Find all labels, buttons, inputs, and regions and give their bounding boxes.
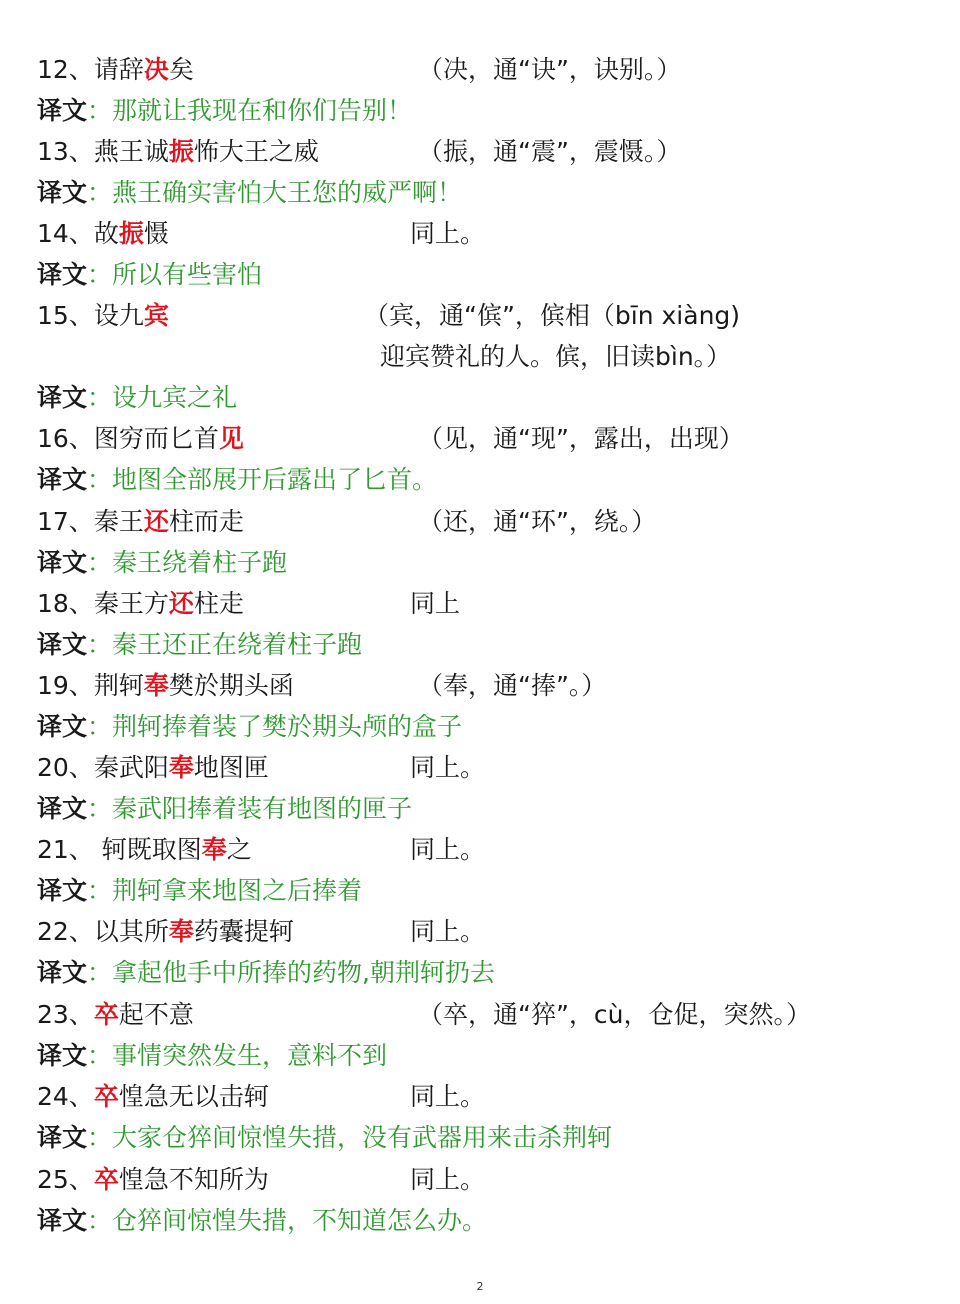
tongjia-note: 同上。 [410, 835, 486, 864]
item-number: 13、 [37, 137, 94, 166]
item-number: 23、 [37, 1000, 94, 1029]
tongjia-note: 同上 [410, 589, 461, 618]
translation-text: 荆轲捧着装了樊於期头颅的盒子 [112, 712, 463, 741]
translation-colon: ： [87, 794, 113, 823]
translation-colon: ： [87, 96, 113, 125]
tongjia-note: 同上。 [410, 753, 486, 782]
translation-label: 译文 [37, 465, 88, 494]
sentence-text-after: 矣 [168, 55, 194, 84]
translation-row [37, 789, 412, 829]
tongjia-note-continued: 迎宾赞礼的人。傧，旧读bìn。） [380, 342, 732, 371]
item-number: 24、 [37, 1082, 94, 1111]
translation-text: 所以有些害怕 [112, 260, 263, 289]
translation-colon: ： [87, 548, 113, 577]
sentence-text-before: 燕王诚 [93, 137, 169, 166]
translation-row [37, 1201, 487, 1241]
highlighted-character: 卒 [93, 1165, 119, 1194]
example-sentence-row [37, 912, 486, 952]
example-sentence-row [37, 666, 607, 706]
item-number: 16、 [37, 424, 94, 453]
translation-text: 设九宾之礼 [112, 383, 238, 412]
sentence-text-before: 以其所 [93, 917, 169, 946]
highlighted-character: 宾 [143, 301, 169, 330]
item-number: 19、 [37, 671, 94, 700]
sentence-text-before: 秦王方 [93, 589, 169, 618]
highlighted-character: 决 [143, 55, 169, 84]
tongjia-note: （振，通“震”，震慑。） [418, 137, 682, 166]
translation-row [37, 460, 437, 500]
example-sentence-row [37, 995, 811, 1035]
translation-label: 译文 [37, 794, 88, 823]
example-sentence-row [37, 50, 682, 90]
example-sentence-row [37, 748, 486, 788]
highlighted-character: 还 [143, 507, 169, 536]
tongjia-note: 同上。 [410, 1165, 486, 1194]
translation-label: 译文 [37, 876, 88, 905]
translation-colon: ： [87, 876, 113, 905]
example-sentence-row [37, 502, 657, 542]
sentence-text-after: 柱而走 [168, 507, 244, 536]
translation-label: 译文 [37, 178, 88, 207]
translation-text: 燕王确实害怕大王您的威严啊！ [112, 178, 463, 207]
tongjia-note: 同上。 [410, 219, 486, 248]
sentence-text-before: 轲既取图 [93, 835, 202, 864]
tongjia-note: （宾，通“傧”，傧相（bīn xiàng) [364, 301, 741, 330]
translation-text: 事情突然发生，意料不到 [112, 1041, 388, 1070]
sentence-text-after: 之 [226, 835, 252, 864]
translation-row [37, 707, 462, 747]
sentence-text-before: 图穷而匕首 [93, 424, 219, 453]
translation-label: 译文 [37, 1041, 88, 1070]
sentence-text-after: 怖大王之威 [193, 137, 319, 166]
tongjia-note: （奉，通“捧”。） [418, 671, 607, 700]
tongjia-note: （见，通“现”，露出，出现） [418, 424, 744, 453]
sentence-text-before: 故 [93, 219, 119, 248]
tongjia-note: 同上。 [410, 917, 486, 946]
translation-colon: ： [87, 712, 113, 741]
sentence-text-after: 慑 [143, 219, 169, 248]
translation-label: 译文 [37, 260, 88, 289]
sentence-text-after: 药囊提轲 [193, 917, 294, 946]
translation-row [37, 625, 362, 665]
translation-colon: ： [87, 1123, 113, 1152]
sentence-text-before: 秦王 [93, 507, 144, 536]
translation-row [37, 255, 262, 295]
translation-colon: ： [87, 383, 113, 412]
translation-text: 秦王绕着柱子跑 [112, 548, 288, 577]
translation-colon: ： [87, 260, 113, 289]
translation-colon: ： [87, 465, 113, 494]
translation-text: 大家仓猝间惊惶失措，没有武器用来击杀荆轲 [112, 1123, 613, 1152]
example-sentence-row [37, 214, 486, 254]
translation-label: 译文 [37, 548, 88, 577]
translation-row [37, 543, 287, 583]
translation-label: 译文 [37, 96, 88, 125]
example-sentence-row [37, 1160, 486, 1200]
translation-colon: ： [87, 178, 113, 207]
example-sentence-row [37, 296, 741, 336]
translation-colon: ： [87, 630, 113, 659]
translation-text: 地图全部展开后露出了匕首。 [112, 465, 438, 494]
translation-label: 译文 [37, 1206, 88, 1235]
translation-text: 秦王还正在绕着柱子跑 [112, 630, 363, 659]
translation-text: 荆轲拿来地图之后捧着 [112, 876, 363, 905]
item-number: 17、 [37, 507, 94, 536]
item-number: 15、 [37, 301, 94, 330]
sentence-text-after: 惶急无以击轲 [118, 1082, 269, 1111]
example-sentence-row [37, 830, 486, 870]
example-sentence-row [37, 419, 744, 459]
translation-text: 那就让我现在和你们告别！ [112, 96, 413, 125]
highlighted-character: 振 [118, 219, 144, 248]
highlighted-character: 卒 [93, 1000, 119, 1029]
highlighted-character: 奉 [143, 671, 169, 700]
example-sentence-row [37, 132, 682, 172]
translation-label: 译文 [37, 712, 88, 741]
item-number: 20、 [37, 753, 94, 782]
highlighted-character: 见 [218, 424, 244, 453]
translation-label: 译文 [37, 383, 88, 412]
highlighted-character: 还 [168, 589, 194, 618]
translation-row [37, 953, 495, 993]
page-number: 2 [476, 1280, 484, 1293]
translation-row [37, 173, 462, 213]
sentence-text-before: 请辞 [93, 55, 144, 84]
highlighted-character: 奉 [168, 917, 194, 946]
tongjia-note: （卒，通“猝”，cù，仓促，突然。） [418, 1000, 811, 1029]
highlighted-character: 奉 [168, 753, 194, 782]
translation-colon: ： [87, 1206, 113, 1235]
item-number: 25、 [37, 1165, 94, 1194]
sentence-text-before: 秦武阳 [93, 753, 169, 782]
item-number: 12、 [37, 55, 94, 84]
example-sentence-row [37, 1077, 486, 1117]
tongjia-note: （还，通“环”，绕。） [418, 507, 657, 536]
tongjia-note: （决，通“诀”，诀别。） [418, 55, 682, 84]
item-number: 22、 [37, 917, 94, 946]
sentence-text-after: 柱走 [193, 589, 244, 618]
highlighted-character: 奉 [201, 835, 227, 864]
translation-text: 秦武阳捧着装有地图的匣子 [112, 794, 413, 823]
translation-row [37, 378, 237, 418]
translation-label: 译文 [37, 1123, 88, 1152]
translation-colon: ： [87, 958, 113, 987]
tongjia-note: 同上。 [410, 1082, 486, 1111]
sentence-text-after: 樊於期头函 [168, 671, 294, 700]
sentence-text-after: 惶急不知所为 [118, 1165, 269, 1194]
item-number: 14、 [37, 219, 94, 248]
highlighted-character: 振 [168, 137, 194, 166]
item-number: 18、 [37, 589, 94, 618]
highlighted-character: 卒 [93, 1082, 119, 1111]
translation-text: 拿起他手中所捧的药物,朝荆轲扔去 [112, 958, 495, 987]
sentence-text-after: 起不意 [118, 1000, 194, 1029]
translation-colon: ： [87, 1041, 113, 1070]
translation-row [37, 1036, 387, 1076]
example-sentence-row [37, 584, 461, 624]
translation-row [37, 1118, 612, 1158]
translation-label: 译文 [37, 958, 88, 987]
translation-text: 仓猝间惊惶失措，不知道怎么办。 [112, 1206, 488, 1235]
sentence-text-before: 荆轲 [93, 671, 144, 700]
item-number: 21、 [37, 835, 94, 864]
sentence-text-after: 地图匣 [193, 753, 269, 782]
sentence-text-before: 设九 [93, 301, 144, 330]
translation-row [37, 91, 412, 131]
translation-label: 译文 [37, 630, 88, 659]
translation-row [37, 871, 362, 911]
